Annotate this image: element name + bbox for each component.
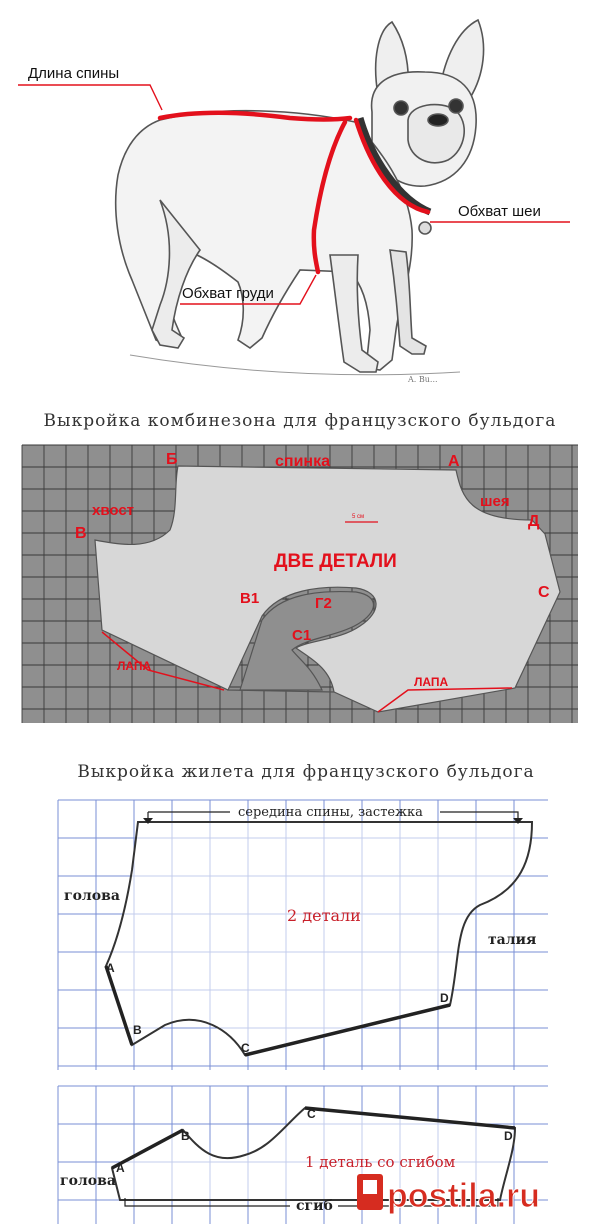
point-g2-label: Г2: [315, 595, 332, 612]
vest-lower-point-a: A: [116, 1161, 125, 1175]
overall-pattern-section: [22, 411, 578, 723]
back-label: спинка: [275, 453, 330, 470]
paw-right-label: ЛАПА: [414, 675, 449, 689]
vest-title: Выкройка жилета для французского бульдога: [77, 762, 535, 782]
vest-upper-point-b: B: [133, 1023, 142, 1037]
vest-lower-head-label: голова: [60, 1173, 116, 1189]
vest-upper-piece-outline: [106, 822, 532, 1055]
vest-lower-point-c: C: [307, 1107, 316, 1121]
overall-title: Выкройка комбинезона для французского бульдога: [43, 411, 557, 431]
point-c-label: С: [538, 584, 550, 601]
chest-girth-label: Обхват груди: [182, 285, 274, 302]
watermark-text: postila.ru: [387, 1177, 541, 1215]
vest-lower-point-b: B: [181, 1129, 190, 1143]
paw-left-label: ЛАПА: [117, 659, 152, 673]
point-b-cyr-label: Б: [166, 451, 178, 468]
artist-signature: A. Bu...: [408, 375, 438, 384]
point-d-label: Д: [528, 513, 540, 530]
back-length-label: Длина спины: [28, 65, 120, 82]
vest-waist-label: талия: [488, 932, 537, 948]
mid-back-label: середина спины, застежка: [238, 805, 423, 820]
vest-pattern-section: [58, 762, 548, 1224]
neck-girth-label: Обхват шеи: [458, 203, 541, 220]
vest-head-label: голова: [64, 888, 120, 904]
vest-upper-point-d: D: [440, 991, 449, 1005]
point-c1-label: С1: [292, 627, 312, 644]
tail-label: хвост: [92, 502, 135, 519]
vest-one-part-fold-label: 1 деталь со сгибом: [305, 1153, 456, 1171]
vest-upper-point-c: C: [241, 1041, 250, 1055]
vest-fold-label: сгиб: [296, 1198, 333, 1214]
neck-label: шея: [480, 493, 510, 510]
scale-label: 5 см: [352, 514, 365, 520]
point-a-label: А: [448, 453, 460, 470]
postila-logo-icon: [357, 1174, 383, 1210]
point-v-label: В: [75, 525, 87, 542]
vest-lower-point-d: D: [504, 1129, 513, 1143]
dog-sketch: [116, 20, 484, 375]
two-parts-label: ДВЕ ДЕТАЛИ: [274, 551, 397, 572]
point-v1-label: В1: [240, 590, 260, 607]
dog-measurement-section: [18, 20, 570, 384]
vest-two-parts-label: 2 детали: [287, 906, 361, 925]
back-length-leader: [18, 85, 162, 110]
vest-upper-point-a: A: [106, 961, 115, 975]
